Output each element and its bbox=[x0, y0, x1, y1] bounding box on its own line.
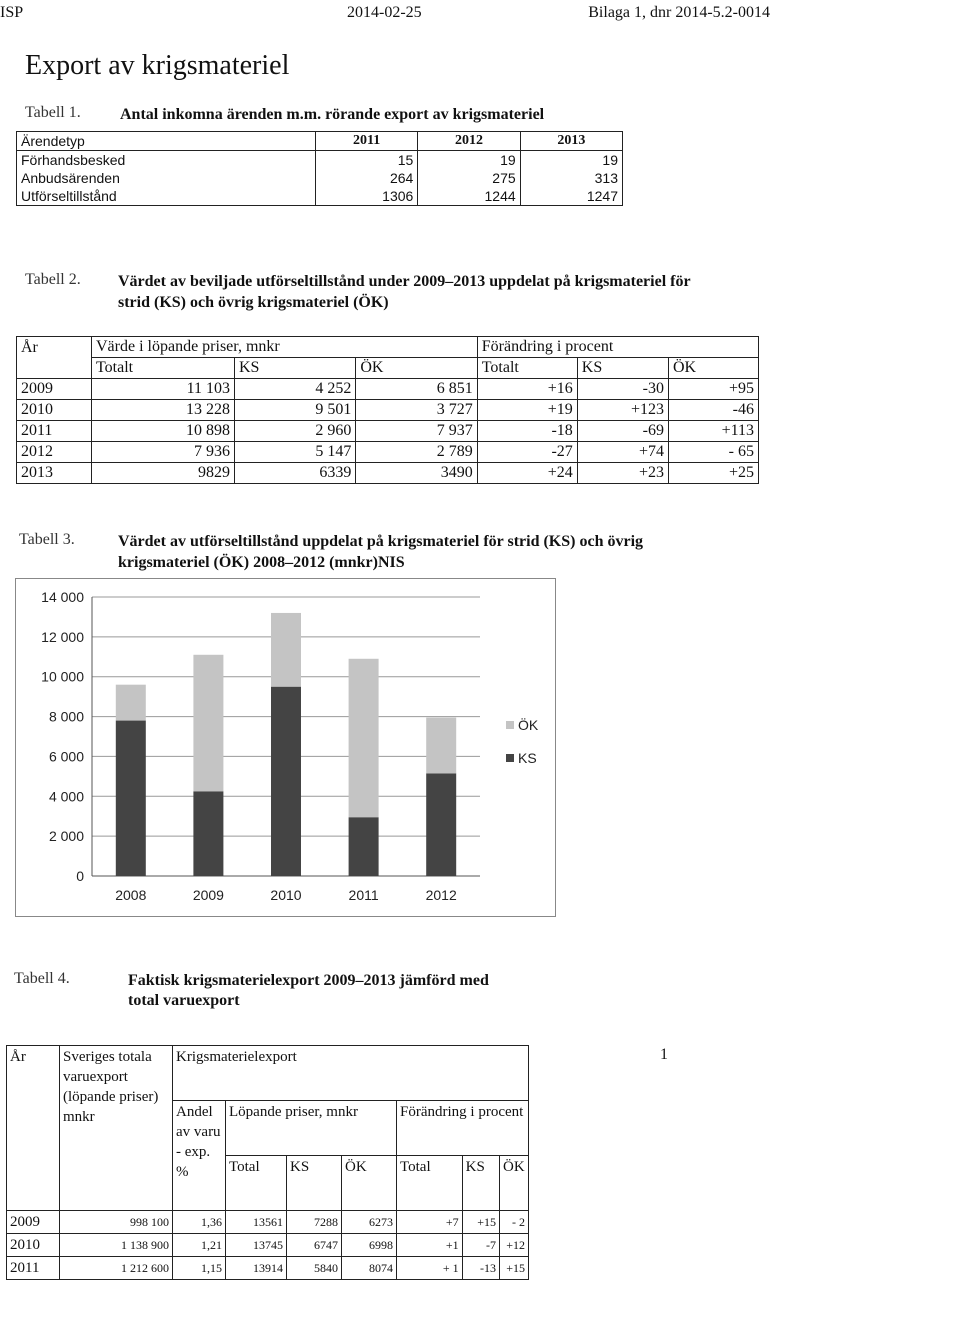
bar-ks bbox=[349, 817, 379, 876]
header-cell: ÖK bbox=[356, 358, 477, 379]
cell: 3490 bbox=[356, 463, 477, 484]
y-tick-label: 0 bbox=[76, 868, 84, 884]
table2-caption-line2: strid (KS) och övrig krigsmateriel (ÖK) bbox=[118, 294, 389, 311]
y-tick-label: 8 000 bbox=[48, 708, 84, 725]
cell: 998 100 bbox=[60, 1211, 173, 1234]
table4-caption-line2: total varuexport bbox=[128, 992, 240, 1009]
header-cell: 2013 bbox=[520, 132, 622, 151]
table4-caption-line1: Faktisk krigsmaterielexport 2009–2013 jämförd med bbox=[128, 972, 489, 989]
header-cell: Totalt bbox=[92, 358, 235, 379]
table1 bbox=[16, 131, 623, 206]
table4 bbox=[6, 1045, 529, 1280]
header-cell: Sveriges totala varuexport (löpande priser) mnkr bbox=[60, 1046, 173, 1211]
bar-ok bbox=[426, 718, 456, 774]
cell: - 2 bbox=[500, 1211, 529, 1234]
table-row bbox=[17, 187, 623, 206]
cell: -13 bbox=[462, 1257, 499, 1280]
cell: +15 bbox=[500, 1257, 529, 1280]
y-tick-label: 6 000 bbox=[48, 748, 84, 765]
row-label: Utförseltillstånd bbox=[17, 187, 316, 206]
cell: 2 960 bbox=[234, 421, 355, 442]
cell: 6998 bbox=[342, 1234, 397, 1257]
header-cell: År bbox=[17, 337, 92, 379]
cell: 19 bbox=[520, 151, 622, 170]
cell: 1244 bbox=[418, 187, 520, 206]
cell: + 1 bbox=[397, 1257, 463, 1280]
cell: 5 147 bbox=[234, 442, 355, 463]
row-label: 2013 bbox=[17, 463, 92, 484]
cell: 3 727 bbox=[356, 400, 477, 421]
cell: -18 bbox=[477, 421, 577, 442]
table-row bbox=[17, 421, 759, 442]
table2-label: Tabell 2. bbox=[25, 271, 81, 288]
header-cell: ÖK bbox=[342, 1156, 397, 1211]
header-cell: KS bbox=[234, 358, 355, 379]
cell: 13561 bbox=[226, 1211, 287, 1234]
cell: 19 bbox=[418, 151, 520, 170]
cell: 2 789 bbox=[356, 442, 477, 463]
header-group: Löpande priser, mnkr bbox=[226, 1101, 397, 1156]
cell: +15 bbox=[462, 1211, 499, 1234]
header-cell: Andel av varu - exp. % bbox=[173, 1101, 226, 1211]
cell: +23 bbox=[577, 463, 668, 484]
cell: -30 bbox=[577, 379, 668, 400]
header-cell: KS bbox=[577, 358, 668, 379]
table-row bbox=[17, 151, 623, 170]
header-date: 2014-02-25 bbox=[347, 4, 422, 21]
bar-ok bbox=[349, 659, 379, 817]
header-cell: ÖK bbox=[668, 358, 758, 379]
cell: - 65 bbox=[668, 442, 758, 463]
table2 bbox=[16, 336, 759, 484]
table-row bbox=[7, 1257, 529, 1280]
stacked-bar-chart bbox=[15, 578, 556, 917]
cell: 1 138 900 bbox=[60, 1234, 173, 1257]
cell: 13 228 bbox=[92, 400, 235, 421]
cell: 1,15 bbox=[173, 1257, 226, 1280]
cell: 6273 bbox=[342, 1211, 397, 1234]
table-row bbox=[17, 379, 759, 400]
legend-swatch bbox=[506, 721, 514, 729]
header-group: Förändring i procent bbox=[477, 337, 758, 358]
cell: 5840 bbox=[287, 1257, 342, 1280]
legend-label: ÖK bbox=[518, 717, 539, 733]
header-cell: Total bbox=[397, 1156, 463, 1211]
cell: 9829 bbox=[92, 463, 235, 484]
legend-swatch bbox=[506, 754, 514, 762]
cell: -46 bbox=[668, 400, 758, 421]
cell: -7 bbox=[462, 1234, 499, 1257]
y-tick-label: 12 000 bbox=[41, 628, 84, 645]
y-tick-label: 10 000 bbox=[41, 668, 84, 685]
header-cell: KS bbox=[287, 1156, 342, 1211]
table-row bbox=[17, 442, 759, 463]
cell: 7288 bbox=[287, 1211, 342, 1234]
cell: 8074 bbox=[342, 1257, 397, 1280]
cell: 6747 bbox=[287, 1234, 342, 1257]
cell: 275 bbox=[418, 169, 520, 187]
table4-label: Tabell 4. bbox=[14, 970, 70, 987]
cell: +25 bbox=[668, 463, 758, 484]
table-header-row bbox=[17, 337, 759, 358]
cell: 1,21 bbox=[173, 1234, 226, 1257]
cell: 9 501 bbox=[234, 400, 355, 421]
header-cell: Totalt bbox=[477, 358, 577, 379]
header-cell: 2012 bbox=[418, 132, 520, 151]
cell: 264 bbox=[316, 169, 418, 187]
row-label: 2009 bbox=[7, 1211, 60, 1234]
header-ref: Bilaga 1, dnr 2014-5.2-0014 bbox=[588, 4, 770, 21]
table3-caption-line1: Värdet av utförseltillstånd uppdelat på krigsmateriel för strid (KS) och övrig bbox=[118, 533, 644, 550]
cell: +19 bbox=[477, 400, 577, 421]
header-cell: ÖK bbox=[500, 1156, 529, 1211]
cell: 1306 bbox=[316, 187, 418, 206]
cell: +7 bbox=[397, 1211, 463, 1234]
cell: +95 bbox=[668, 379, 758, 400]
cell: 1,36 bbox=[173, 1211, 226, 1234]
cell: +1 bbox=[397, 1234, 463, 1257]
table-subheader-row bbox=[17, 358, 759, 379]
row-label: 2011 bbox=[17, 421, 92, 442]
table1-caption: Antal inkomna ärenden m.m. rörande export av krigsmateriel bbox=[120, 106, 545, 123]
y-tick-label: 4 000 bbox=[48, 788, 84, 805]
header-cell: Ärendetyp bbox=[17, 132, 316, 151]
cell: 13914 bbox=[226, 1257, 287, 1280]
cell: -27 bbox=[477, 442, 577, 463]
cell: +12 bbox=[500, 1234, 529, 1257]
bar-ks bbox=[426, 773, 456, 876]
header-group: Förändring i procent bbox=[397, 1101, 529, 1156]
y-tick-label: 2 000 bbox=[48, 828, 84, 845]
cell: +123 bbox=[577, 400, 668, 421]
bar-ks bbox=[193, 791, 223, 876]
x-tick-label: 2008 bbox=[115, 887, 147, 903]
row-label: 2012 bbox=[17, 442, 92, 463]
table-row bbox=[17, 169, 623, 187]
cell: -69 bbox=[577, 421, 668, 442]
x-tick-label: 2012 bbox=[425, 887, 457, 903]
row-label: 2009 bbox=[17, 379, 92, 400]
row-label: Anbudsärenden bbox=[17, 169, 316, 187]
cell: +74 bbox=[577, 442, 668, 463]
x-tick-label: 2011 bbox=[348, 887, 379, 903]
table-header-row bbox=[7, 1046, 529, 1101]
row-label: 2011 bbox=[7, 1257, 60, 1280]
cell: +113 bbox=[668, 421, 758, 442]
x-tick-label: 2010 bbox=[270, 887, 302, 903]
bar-ok bbox=[116, 685, 146, 721]
header-cell: Total bbox=[226, 1156, 287, 1211]
cell: 15 bbox=[316, 151, 418, 170]
table2-caption-line1: Värdet av beviljade utförseltillstånd under 2009–2013 uppdelat på krigsmateriel för bbox=[118, 273, 691, 290]
cell: 10 898 bbox=[92, 421, 235, 442]
cell: +16 bbox=[477, 379, 577, 400]
legend-label: KS bbox=[518, 750, 537, 766]
page-number: 1 bbox=[660, 1046, 668, 1063]
cell: 13745 bbox=[226, 1234, 287, 1257]
row-label: 2010 bbox=[17, 400, 92, 421]
table-row bbox=[7, 1211, 529, 1234]
row-label: 2010 bbox=[7, 1234, 60, 1257]
table-row bbox=[17, 463, 759, 484]
bar-ks bbox=[271, 687, 301, 876]
cell: 313 bbox=[520, 169, 622, 187]
header-cell: År bbox=[7, 1046, 60, 1211]
cell: 7 936 bbox=[92, 442, 235, 463]
cell: 6 851 bbox=[356, 379, 477, 400]
header-group: Krigsmaterielexport bbox=[173, 1046, 529, 1101]
table1-label: Tabell 1. bbox=[25, 104, 81, 121]
header-cell: 2011 bbox=[316, 132, 418, 151]
table3-caption-line2: krigsmateriel (ÖK) 2008–2012 (mnkr)NIS bbox=[118, 554, 405, 571]
cell: 6339 bbox=[234, 463, 355, 484]
bar-ok bbox=[271, 613, 301, 687]
cell: +24 bbox=[477, 463, 577, 484]
cell: 1 212 600 bbox=[60, 1257, 173, 1280]
y-tick-label: 14 000 bbox=[41, 589, 84, 605]
table3-label: Tabell 3. bbox=[19, 531, 75, 548]
row-label: Förhandsbesked bbox=[17, 151, 316, 170]
header-cell: KS bbox=[462, 1156, 499, 1211]
page-title: Export av krigsmateriel bbox=[25, 50, 290, 81]
cell: 4 252 bbox=[234, 379, 355, 400]
bar-ok bbox=[193, 655, 223, 792]
cell: 7 937 bbox=[356, 421, 477, 442]
cell: 11 103 bbox=[92, 379, 235, 400]
header-left: ISP bbox=[0, 4, 24, 21]
x-tick-label: 2009 bbox=[192, 887, 224, 903]
table-row bbox=[7, 1234, 529, 1257]
table-header-row bbox=[17, 132, 623, 151]
bar-ks bbox=[116, 721, 146, 876]
cell: 1247 bbox=[520, 187, 622, 206]
header-group: Värde i löpande priser, mnkr bbox=[92, 337, 478, 358]
table-row bbox=[17, 400, 759, 421]
